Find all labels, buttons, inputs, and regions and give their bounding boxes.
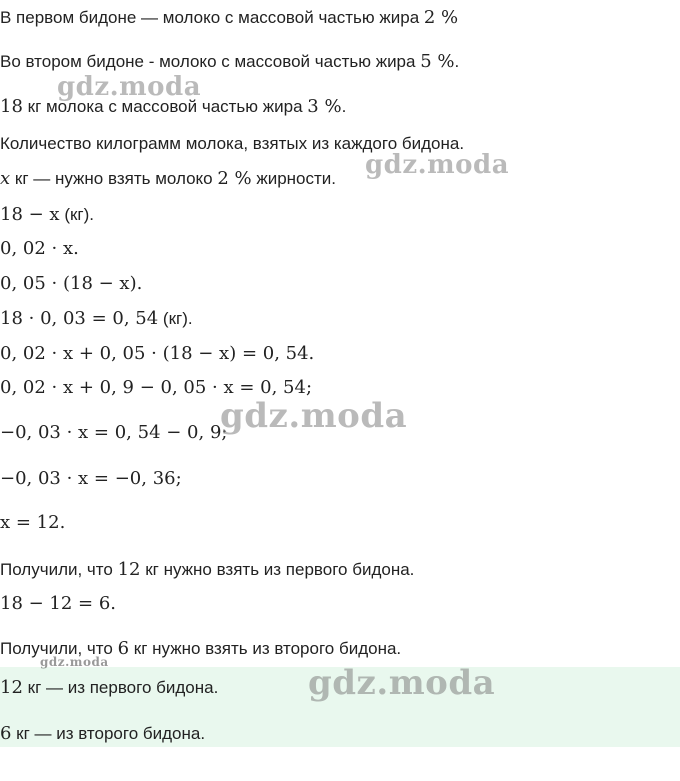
line-5 — [0, 167, 336, 191]
line-12-math: −0, 03 · x = 0, 54 − 0, 9; — [0, 422, 228, 443]
line-8-math: 0, 05 · (18 − x). — [0, 273, 143, 294]
line-2-text: Во втором бидоне - молоко с массовой частью жира — [0, 52, 421, 71]
watermark-5: gdz.moda — [308, 663, 496, 703]
line-7 — [0, 237, 79, 261]
line-6-math: 18 − x — [0, 204, 60, 225]
line-15 — [0, 558, 414, 582]
line-11-math: 0, 02 · x + 0, 9 − 0, 05 · x = 0, 54; — [0, 377, 313, 398]
line-10 — [0, 342, 314, 366]
answer-line-1 — [0, 676, 218, 700]
line-5-math: 2 % — [217, 168, 252, 189]
line-1-text: В первом бидоне — молоко с массовой частью жира — [0, 8, 424, 27]
line-4-text: Количество килограмм молока, взятых из каждого бидона. — [0, 134, 465, 153]
line-13 — [0, 467, 182, 491]
line-15-text: Получили, что — [0, 560, 118, 579]
answer-2-math: 6 — [0, 723, 12, 744]
line-10-math: 0, 02 · x + 0, 05 · (18 − x) = 0, 54. — [0, 343, 315, 364]
line-3-tail: . — [341, 97, 347, 116]
line-5-math-first: x — [0, 168, 11, 189]
line-15-tail: кг нужно взять из первого бидона. — [140, 560, 415, 579]
line-6-tail: (кг). — [59, 205, 95, 224]
line-9-tail: (кг). — [158, 309, 193, 328]
watermark-4: gdz.moda — [40, 655, 109, 669]
line-14-math: x = 12. — [0, 512, 66, 533]
watermark-3: gdz.moda — [220, 396, 408, 436]
line-7-math: 0, 02 · x. — [0, 238, 79, 259]
line-3-math: 3 % — [307, 96, 342, 117]
line-5-tail: жирности. — [251, 169, 337, 188]
line-9-math: 18 · 0, 03 = 0, 54 — [0, 308, 159, 329]
line-2 — [0, 50, 459, 74]
line-17-math: 6 — [117, 638, 130, 659]
line-15-math: 12 — [117, 559, 141, 580]
line-2-math: 5 % — [420, 51, 455, 72]
watermark-2: gdz.moda — [365, 150, 510, 180]
line-16-math: 18 − 12 = 6. — [0, 593, 117, 614]
answer-2-text: кг — из второго бидона. — [11, 724, 206, 743]
line-9 — [0, 307, 193, 331]
line-17-text: Получили, что — [0, 639, 118, 658]
line-6 — [0, 203, 94, 227]
line-8 — [0, 272, 142, 296]
line-1-math: 2 % — [423, 7, 459, 28]
line-17-tail: кг нужно взять из второго бидона. — [129, 639, 402, 658]
line-3-text: кг молока с массовой частью жира — [22, 97, 308, 116]
watermark-1: gdz.moda — [57, 72, 202, 102]
line-1 — [0, 6, 458, 30]
line-12 — [0, 421, 227, 445]
line-13-math: −0, 03 · x = −0, 36; — [0, 468, 182, 489]
line-2-tail: . — [454, 52, 460, 71]
answer-1-math: 12 — [0, 677, 23, 698]
line-14 — [0, 511, 65, 535]
line-5-text: кг — нужно взять молоко — [10, 169, 218, 188]
answer-1-text: кг — из первого бидона. — [22, 678, 219, 697]
line-16 — [0, 592, 116, 616]
answer-line-2 — [0, 722, 205, 746]
line-3-math-first: 18 — [0, 96, 23, 117]
